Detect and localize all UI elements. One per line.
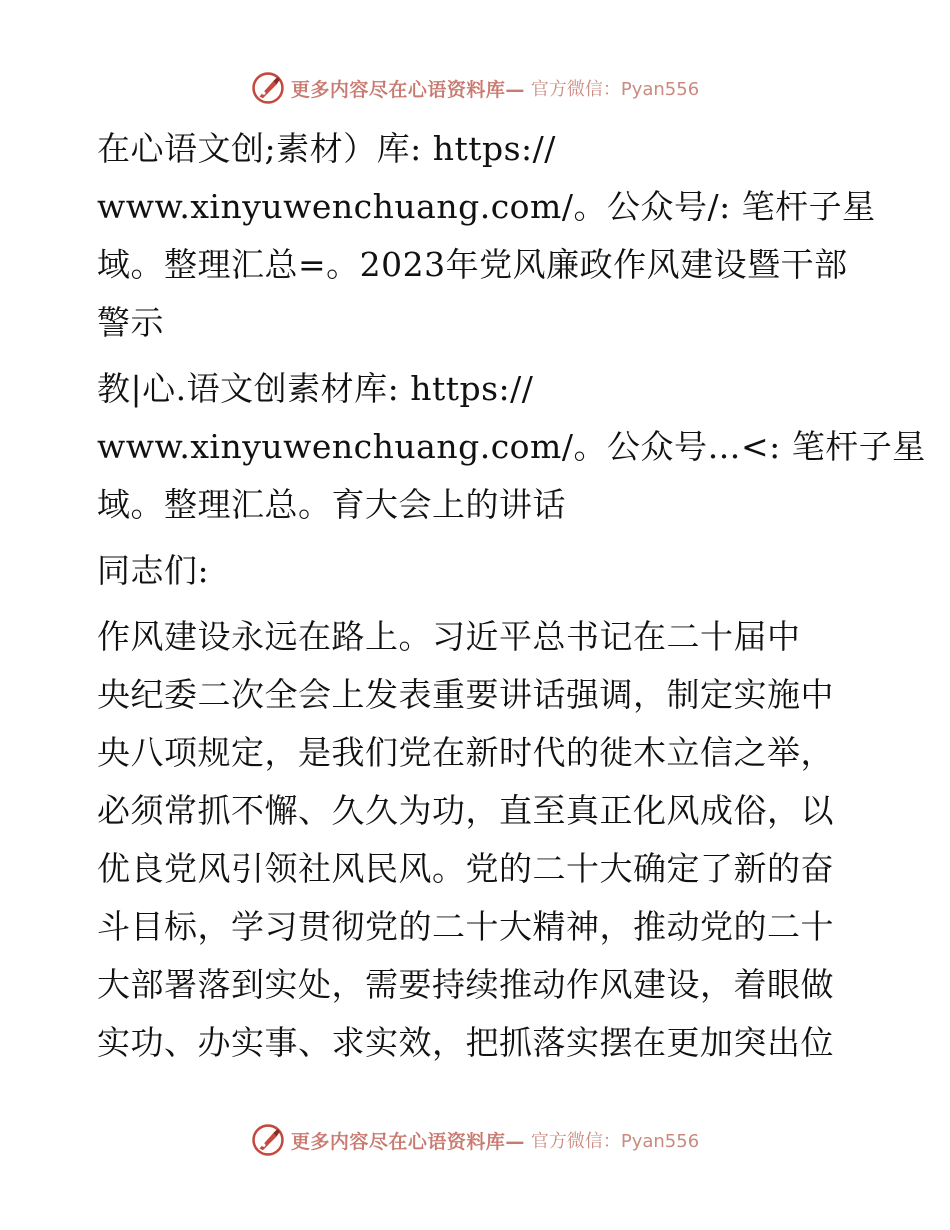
document-body xyxy=(97,120,926,1080)
text-line: 教|心.语文创素材库: https:// xyxy=(97,369,534,408)
watermark-text: 更多内容尽在心语资料库— xyxy=(290,1130,525,1153)
text-line: www.xinyuwenchuang.com/。公众号…<: 笔杆子星 xyxy=(97,427,926,466)
text-line: 优良党风引领社风民风。党的二十大确定了新的奋 xyxy=(97,849,834,888)
pen-nib-logo-icon xyxy=(251,71,285,105)
text-line: 域。整理汇总=。2023年党风廉政作风建设暨干部 xyxy=(97,245,848,284)
text-line: www.xinyuwenchuang.com/。公众号/: 笔杆子星 xyxy=(97,187,876,226)
paragraph-title-1 xyxy=(97,120,876,352)
text-line: 大部署落到实处，需要持续推动作风建设，着眼做 xyxy=(97,965,834,1004)
paragraph-title-2 xyxy=(97,360,926,534)
watermark-suffix: 官方微信：Pyan556 xyxy=(530,79,700,100)
text-line: 警示 xyxy=(97,303,164,342)
text-line: 斗目标，学习贯彻党的二十大精神，推动党的二十 xyxy=(97,907,834,946)
pen-nib-logo-icon xyxy=(251,1123,285,1157)
text-line: 实功、办实事、求实效，把抓落实摆在更加突出位 xyxy=(97,1023,834,1062)
text-line: 必须常抓不懈、久久为功，直至真正化风成俗，以 xyxy=(97,791,834,830)
text-line: 央八项规定，是我们党在新时代的徙木立信之举， xyxy=(97,733,834,772)
watermark-text: 更多内容尽在心语资料库— xyxy=(290,78,525,101)
header-watermark xyxy=(0,68,950,108)
text-line: 域。整理汇总。育大会上的讲话 xyxy=(97,485,566,524)
text-line: 央纪委二次全会上发表重要讲话强调，制定实施中 xyxy=(97,675,834,714)
text-line: 同志们: xyxy=(97,551,210,590)
watermark-suffix: 官方微信：Pyan556 xyxy=(530,1131,700,1152)
paragraph-salutation xyxy=(97,542,857,600)
text-line: 作风建设永远在路上。习近平总书记在二十届中 xyxy=(97,617,801,656)
text-line: 在心语文创;素材）库: https:// xyxy=(97,129,556,168)
paragraph-body xyxy=(97,608,857,1072)
footer-watermark xyxy=(0,1120,950,1160)
